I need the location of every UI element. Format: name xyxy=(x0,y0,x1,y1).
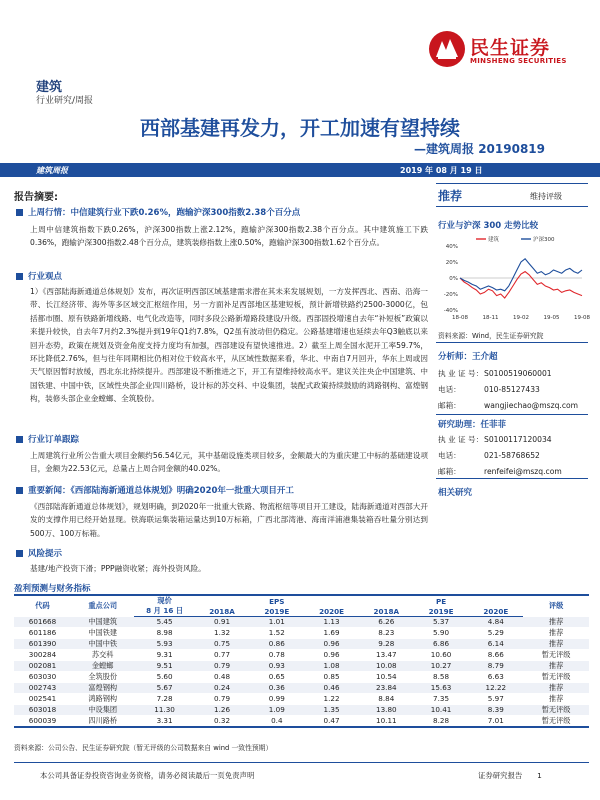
cell-pe: 9.28 xyxy=(378,639,395,648)
cell-code: 603030 xyxy=(28,672,57,681)
table-row xyxy=(14,638,589,649)
cell-eps: 1.09 xyxy=(268,705,285,714)
cell-eps: 1.52 xyxy=(268,628,285,637)
square-bullet-icon xyxy=(16,436,23,443)
cell-eps: 0.48 xyxy=(214,672,231,681)
section-heading-news: 重要新闻：《西部陆海新通道总体规划》明确2020年一批重大项目开工 xyxy=(16,484,294,496)
cell-pe: 4.84 xyxy=(487,617,504,627)
cell-pe: 5.90 xyxy=(433,628,450,637)
cell-price: 5.45 xyxy=(156,617,173,627)
cell-eps: 0.4 xyxy=(249,715,304,727)
cell-eps: 0.79 xyxy=(214,661,231,670)
cell-rating: 暂无评级 xyxy=(541,649,571,659)
assistant-email: 邮箱： renfeifei@mszq.com xyxy=(438,467,562,476)
cell-pe: 12.22 xyxy=(485,683,507,692)
cell-rating: 暂无评级 xyxy=(523,715,589,727)
cell-pe: 8.28 xyxy=(414,715,469,727)
col-rating-header: 评级 xyxy=(523,595,589,617)
col-year: 2020E xyxy=(304,606,359,617)
cell-code: 603018 xyxy=(28,705,57,714)
section-body-risk: 基建/地产投资下滑；PPP融资收紧；海外投资风险。 xyxy=(30,564,206,573)
cell-code: 600039 xyxy=(14,715,71,727)
y-tick-label: 40% xyxy=(445,244,458,250)
cell-code: 300284 xyxy=(28,650,57,659)
y-tick-label: -20% xyxy=(443,292,458,298)
cell-eps: 0.24 xyxy=(214,683,231,692)
cell-pe: 8.58 xyxy=(433,672,450,681)
cell-pe: 5.29 xyxy=(487,628,504,637)
footer-disclaimer: 本公司具备证券投资咨询业务资格，请务必阅读最后一页免责声明 xyxy=(40,771,255,780)
chart-title: 行业与沪深 300 走势比较 xyxy=(438,221,539,231)
cell-code: 601390 xyxy=(28,639,57,648)
table-row xyxy=(14,617,589,628)
col-pe-header: PE xyxy=(359,595,523,606)
x-tick-label: 19-08 xyxy=(574,315,590,321)
table-row xyxy=(14,682,589,693)
cell-pe: 5.97 xyxy=(487,694,504,703)
square-bullet-icon xyxy=(16,209,23,216)
minsheng-logo-icon xyxy=(428,30,466,68)
cell-rating: 推荐 xyxy=(548,616,564,626)
footer-page: 证券研究报告 1 xyxy=(478,771,542,780)
assistant-phone: 电话： 021-58768652 xyxy=(438,451,540,460)
cell-pe: 10.11 xyxy=(359,715,414,727)
cell-eps: 0.79 xyxy=(214,694,231,703)
cell-rating: 推荐 xyxy=(548,693,564,703)
cell-eps: 0.36 xyxy=(268,683,285,692)
cell-eps: 1.22 xyxy=(323,694,340,703)
cell-eps: 0.91 xyxy=(214,617,231,627)
cell-eps: 0.85 xyxy=(323,672,340,681)
table-title: 盈利预测与财务指标 xyxy=(14,584,91,594)
cell-pe: 10.27 xyxy=(430,661,452,670)
table-row xyxy=(14,715,589,727)
trend-chart xyxy=(436,234,588,324)
cell-rating: 暂无评级 xyxy=(541,671,571,681)
cell-name: 全筑股份 xyxy=(88,671,118,681)
col-name-header: 重点公司 xyxy=(71,595,135,617)
cell-eps: 1.26 xyxy=(214,705,231,714)
section-body-market: 上周中信建筑指数下跌0.26%，沪深300指数上涨2.12%，跑输沪深300指数2.38个百分点。其中建筑施工下跌0.36%，跑输沪深300指数2.48个百分点，建筑装修指数上涨0.50%，跑输沪深300指数1.62个百分点。 xyxy=(30,225,428,248)
cell-pe: 10.08 xyxy=(376,661,397,670)
cell-pe: 13.47 xyxy=(376,650,397,659)
forecast-table xyxy=(14,594,589,728)
col-eps-header: EPS xyxy=(195,595,359,606)
cell-name: 中国中铁 xyxy=(88,638,118,648)
cell-name: 富煌钢构 xyxy=(88,682,118,692)
cell-pe: 8.39 xyxy=(487,705,504,714)
cell-price: 9.51 xyxy=(156,661,173,670)
cell-code: 601186 xyxy=(28,628,57,637)
legend-label: 建筑 xyxy=(488,237,500,243)
cell-eps: 1.13 xyxy=(323,617,340,627)
cell-price: 5.60 xyxy=(156,672,173,681)
x-tick-label: 19-02 xyxy=(513,315,529,321)
chart-source: 资料来源：Wind，民生证券研究院 xyxy=(438,332,544,340)
section-heading-risk: 风险提示 xyxy=(16,547,62,559)
cell-rating: 推荐 xyxy=(548,638,564,648)
table-row xyxy=(14,671,589,682)
cell-name: 鸿路钢构 xyxy=(88,693,118,703)
y-tick-label: 0% xyxy=(449,276,458,282)
cell-price: 5.93 xyxy=(156,639,173,648)
rating-value: 维持评级 xyxy=(530,192,562,201)
cell-pe: 23.84 xyxy=(376,683,397,692)
cell-eps: 0.99 xyxy=(268,694,285,703)
cell-name: 四川路桥 xyxy=(71,715,135,727)
square-bullet-icon xyxy=(16,550,23,557)
table-source-note: 资料来源：公司公告、民生证券研究院（暂无评级的公司数据来自 wind 一致性预期） xyxy=(14,744,273,752)
col-price-header: 现价 xyxy=(134,595,194,606)
cell-pe: 6.14 xyxy=(487,639,504,648)
cell-code: 002743 xyxy=(28,683,57,692)
x-tick-label: 18-08 xyxy=(452,315,468,321)
legend-label: 沪深300 xyxy=(533,237,555,243)
cell-code: 002541 xyxy=(28,694,57,703)
cell-pe: 10.41 xyxy=(430,705,452,714)
table-row xyxy=(14,627,589,638)
cell-eps: 1.01 xyxy=(268,617,285,627)
trend-chart-svg xyxy=(436,234,588,324)
divider xyxy=(436,342,588,343)
cell-rating: 推荐 xyxy=(548,627,564,637)
cell-name: 中国铁建 xyxy=(88,627,118,637)
y-tick-label: -40% xyxy=(443,308,458,314)
table-row xyxy=(14,649,589,660)
table-row xyxy=(14,704,589,715)
analyst-email: 邮箱： wangjiechao@mszq.com xyxy=(438,401,579,410)
cell-pe: 10.54 xyxy=(376,672,397,681)
cell-pe: 13.80 xyxy=(376,705,397,714)
square-bullet-icon xyxy=(16,487,23,494)
cell-eps: 0.65 xyxy=(268,672,285,681)
cell-pe: 8.66 xyxy=(487,650,504,659)
cell-price: 11.30 xyxy=(154,705,175,714)
col-year: 2020E xyxy=(468,606,523,617)
cell-eps: 0.32 xyxy=(195,715,250,727)
summary-title: 报告摘要: xyxy=(14,192,58,203)
section-heading-viewpoint: 行业观点 xyxy=(16,270,62,282)
cell-eps: 1.35 xyxy=(323,705,340,714)
brand-name-cn: 民生证券 xyxy=(470,37,551,59)
y-tick-label: 20% xyxy=(445,260,458,266)
cell-price: 5.67 xyxy=(156,683,173,692)
cell-price: 9.31 xyxy=(156,650,173,659)
cell-eps: 0.75 xyxy=(214,639,231,648)
table-row xyxy=(14,693,589,704)
col-price-date: 8 月 16 日 xyxy=(134,606,194,617)
analyst-phone: 电话： 010-85127433 xyxy=(438,385,540,394)
section-heading-market: 上周行情：中信建筑行业下跌0.26%，跑输沪深300指数2.38个百分点 xyxy=(16,206,300,218)
report-date: 2019 年 08 月 19 日 xyxy=(400,166,483,175)
cell-pe: 6.63 xyxy=(487,672,504,681)
cell-price: 3.31 xyxy=(134,715,194,727)
cell-code: 601668 xyxy=(28,617,57,626)
col-year: 2018A xyxy=(195,606,250,617)
cell-eps: 1.08 xyxy=(323,661,340,670)
cell-pe: 10.60 xyxy=(430,650,452,659)
section-heading-orders: 行业订单跟踪 xyxy=(16,433,79,445)
cell-price: 8.98 xyxy=(156,628,173,637)
cell-pe: 7.35 xyxy=(433,694,450,703)
cell-pe: 7.01 xyxy=(468,715,523,727)
section-body-orders: 上周建筑行业所公告重大项目金额约56.54亿元，其中基础设施类项目较多，金额最大的为重庆建工中标的基础建设项目，金额为22.53亿元，总量占上周合同金额的40.02%。 xyxy=(30,451,428,474)
report-subtitle: —建筑周报 20190819 xyxy=(414,142,545,156)
col-year: 2019E xyxy=(414,606,469,617)
cell-name: 中国建筑 xyxy=(88,616,118,626)
cell-eps: 1.32 xyxy=(214,628,231,637)
report-title: 西部基建再发力，开工加速有望持续 xyxy=(140,116,460,140)
cell-pe: 6.86 xyxy=(433,639,450,648)
brand-logo xyxy=(428,30,598,72)
section-body-news: 《西部陆海新通道总体规划》，规划明确，到2020年一批重大铁路、物流枢纽等项目开工建设，陆海新通道对西部大开发的支撑作用已经开始显现。铁海联运集装箱运量达到10万标箱，广西北部湾港、海南洋浦港集装箱吞吐量分别达到500万、100万标箱。 xyxy=(30,502,428,538)
col-year: 2018A xyxy=(359,606,414,617)
cell-code: 002081 xyxy=(28,661,57,670)
col-code-header: 代码 xyxy=(14,595,71,617)
table-row xyxy=(14,660,589,671)
research-type: 行业研究/周报 xyxy=(36,96,94,106)
cell-pe: 8.23 xyxy=(378,628,395,637)
industry-name: 建筑 xyxy=(36,80,63,95)
cell-price: 7.28 xyxy=(156,694,173,703)
cell-eps: 0.78 xyxy=(268,650,285,659)
cell-eps: 0.77 xyxy=(214,650,231,659)
cell-eps: 0.86 xyxy=(268,639,285,648)
col-year: 2019E xyxy=(249,606,304,617)
x-tick-label: 19-05 xyxy=(543,315,560,321)
header-band xyxy=(0,163,600,177)
cell-rating: 推荐 xyxy=(548,682,564,692)
cell-eps: 1.69 xyxy=(323,628,340,637)
square-bullet-icon xyxy=(16,273,23,280)
cell-pe: 6.26 xyxy=(378,617,395,627)
cell-pe: 15.63 xyxy=(430,683,452,692)
cell-rating: 暂无评级 xyxy=(541,704,571,714)
cell-rating: 推荐 xyxy=(548,660,564,670)
section-body-viewpoint: 1）《西部陆海新通道总体规划》发布，再次证明西部区域基建需求潜在其未来发展规划，一方发挥西北、西南、沿海一带、长江经济带、海外等多区域交汇枢纽作用，另一方面补足西部地区基建短板，预计新增铁路约2500-3000亿，包括都市圈、原有铁路新增线路、电气化改造等，同时多段公路新增路段建设/升级。西部固投增速自去年“补短板”政策以来提升较快，自去年7月约2.3%提升到19年Q1约7.8%，Q2虽有波动但仍稳定。公路基建增速也延续去年Q3触底以来回升态势，政策在规划及资金角度支持力度均有加强，西部建设有望快速推进。2）截至上周全国水泥开工率59.7%，环比降低2.76%，但与往年同期相比仍相对位于较高水平，从区域性数据来看，华北、中南自7月回升，华东上周或因天气原因暂时放缓，西北东北持续提升。西部建设不断推进之下，开工有望维持较高水平。建议关注央企中国建筑、中国铁建、中国中铁，区域性央部企业四川路桥，设计标的苏交科、中设集团，装配式政策持续鼓励的鸿路钢构、富煌钢构，装修头部企业金螳螂、全筑股份。 xyxy=(30,287,428,404)
assistant-license: 执 业 证 号：S0100117120034 xyxy=(438,435,552,444)
divider xyxy=(436,478,588,479)
rating-label: 推荐 xyxy=(438,189,463,203)
divider xyxy=(436,414,588,415)
brand-name-en: MINSHENG SECURITIES xyxy=(470,57,567,65)
cell-name: 中设集团 xyxy=(88,704,118,714)
cell-eps: 0.96 xyxy=(323,650,340,659)
cell-eps: 0.96 xyxy=(323,639,340,648)
assistant-heading: 研究助理：任菲菲 xyxy=(438,420,507,430)
related-research-heading: 相关研究 xyxy=(438,488,473,498)
cell-eps: 0.93 xyxy=(268,661,285,670)
band-label: 建筑周报 xyxy=(36,166,68,175)
footer-divider xyxy=(14,762,589,763)
cell-eps: 0.47 xyxy=(304,715,359,727)
cell-pe: 8.79 xyxy=(487,661,504,670)
cell-pe: 5.37 xyxy=(433,617,450,627)
cell-pe: 8.84 xyxy=(378,694,395,703)
cell-name: 金螳螂 xyxy=(91,660,114,670)
analyst-license: 执 业 证 号：S0100519060001 xyxy=(438,369,552,378)
analyst-heading: 分析师：王介超 xyxy=(438,352,498,362)
cell-name: 苏交科 xyxy=(91,649,114,659)
cell-eps: 0.46 xyxy=(323,683,340,692)
series-line-industry xyxy=(460,272,582,298)
x-tick-label: 18-11 xyxy=(482,315,499,321)
